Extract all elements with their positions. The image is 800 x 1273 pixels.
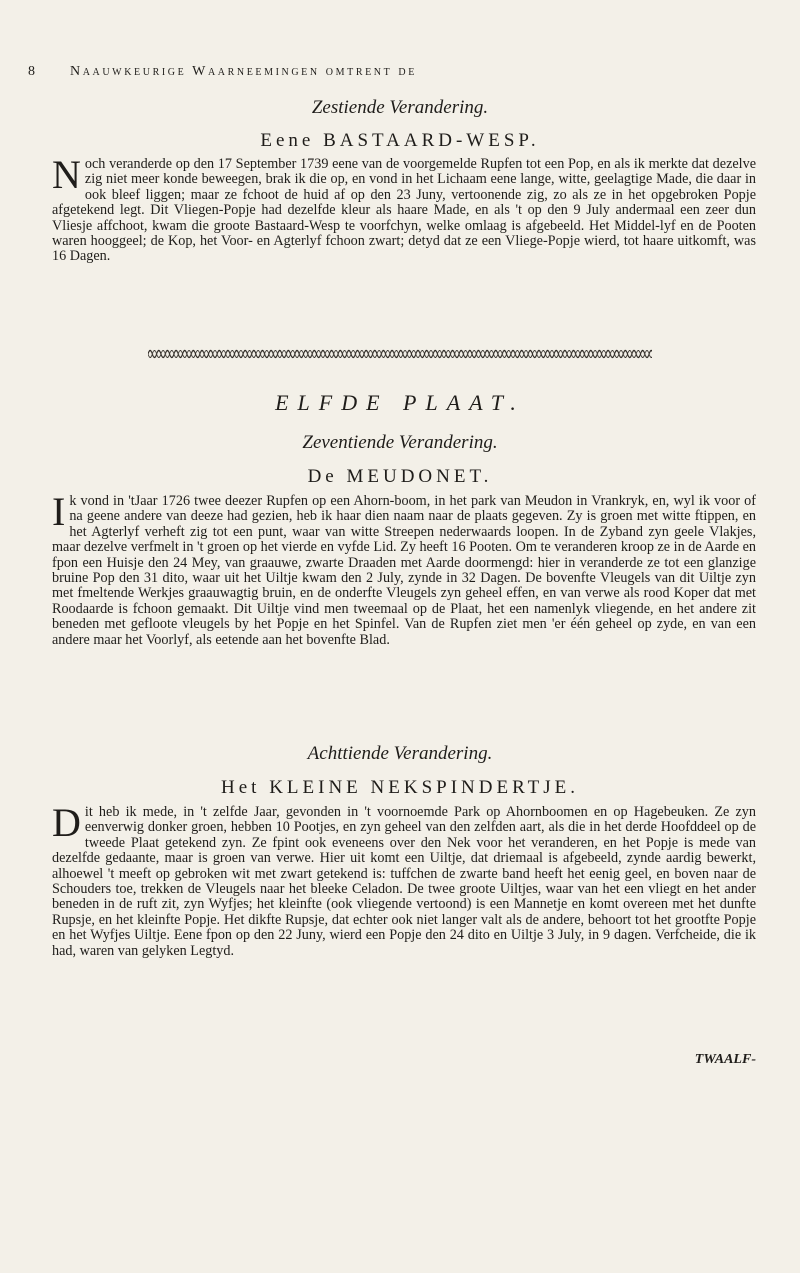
page-number: 8 xyxy=(28,64,35,79)
paragraph-16 xyxy=(52,152,756,265)
section-heading-18: Achttiende Verandering. xyxy=(307,743,493,764)
paragraph-text: it heb ik mede, in 't zelfde Jaar, gevonden in 't voornoemde Park op Ahornboomen en op Hagebeuken. Ze zyn eenverwig donker groen, hebben 10 Pootjes, en zyn geheel van den zelfden aart, als die in het derde Hoofddeel op de tweede Plaat getekend zyn. Ze fpint ook eveneens over den Nek voor het veranderen, en het Popje is mede van dezelfde gedaante, maar is groen van verwe. Hier uit komt een Uiltje, dat driemaal is afgebeeld, zynde aardig bewerkt, alhoewel 't meeft op gebroken wit met zwart getekend is: tuffchen de zwarte band heeft het eenig geel, en boven naar de Schouders toe, trekken de Vleugels naar het bleeke Celadon. De twee groote Uiltjes, waar van het een vliegt en het ander beneden in de ruft zit, zyn Wyfjes; het kleinfte (ook vliegende vertoond) is een Mannetje en komt overeen met het dunfte Rupsje, en het kleinfte Popje. Het dikfte Rupsje, dat echter ook niet langer valt als de andere, behoort tot het grootfte Popje en het Wyfjes Uiltje. Eene fpon op den 22 Juny, wierd een Popje den 24 dito en Uiltje 3 July, in 9 dagen. Verfcheide, die ik had, waren van gelyken Legtyd. xyxy=(52,804,756,959)
paragraph-text: och veranderde op den 17 September 1739 eene van de voorgemelde Rupfen tot een Pop, en als ik merkte dat dezelve zig niet meer konde beweegen, brak ik die op, en vond in het Lichaam eene lange, witte, geelagtige Made, die daar in ook bleef liggen; maar ze fchoot de huid af op den 23 Juny, vertoonende zig, zo als ze in het opgebroken Popje afgetekend legt. Dit Vliegen-Popje had dezelfde kleur als haare Made, en als 't op den 9 July andermaal een zeer dun Vliesje affchoot, kwam die groote Bastaard-Wesp te voorfchyn, welke omlaag is afgebeeld. Het Middel-lyf en de Pooten waren hooggeel; de Kop, het Voor- en Agterlyf fchoon zwart; detyd dat ze een Vliege-Popje wierd, tot haare uitkomft, was 16 Dagen. xyxy=(52,156,756,265)
paragraph-17 xyxy=(52,489,756,648)
paragraph-18 xyxy=(52,800,756,959)
dropcap: D xyxy=(52,800,81,845)
catchword: TWAALF- xyxy=(694,1052,756,1067)
ornament-rule xyxy=(148,346,652,362)
dropcap: I xyxy=(52,489,66,534)
section-subheading-16: Eene BASTAARD-WESP. xyxy=(260,130,540,151)
plate-title: ELFDE PLAAT. xyxy=(275,390,525,415)
paragraph-text: k vond in 'tJaar 1726 twee deezer Rupfen op een Ahorn-boom, in het park van Meudon in Vrankryk, en, wyl ik voor of na geene andere van deeze had gezien, heb ik haar dien naam naar de plaats gegeven. Zy is groen met witte ftippen, en het Agterlyf verheft zig tot een punt, waar van witte Streepen nederwaards loopen. In de Zyband zyn geele Vlakjes, maar dezelve verfmelt in 't groen op het vierde en vyfde Lid. Zy heeft 16 Pooten. Om te veranderen kroop ze in de Aarde en fpon een Huisje den 24 Mey, van graauwe, zwarte Draaden met Aarde doormengd: hier in veranderde ze tot een glanzige bruine Pop den 31 dito, waar uit het Uiltje kwam den 2 July, zynde in 32 Dagen. De bovenfte Vleugels van dit Uiltje zyn met fmeltende Werkjes graauwagtig bruin, en de onderfte Vleugels zyn geheel effen, en van verwe als rood Koper dat met Roodaarde is fchoon gemaakt. Dit Uiltje vind men tweemaal op de Plaat, het een namenlyk vliegende, en het andere zit beneden met gefloote vleugels by het Popje en het Spinfel. Van de Rupfen ziet men 'er één geheel op zyde, en van een andere maar het Voorlyf, als eetende aan het bovenfte Blad. xyxy=(52,493,756,648)
dropcap: N xyxy=(52,152,81,197)
section-heading-16: Zestiende Verandering. xyxy=(311,97,489,118)
section-subheading-18: Het KLEINE NEKSPINDERTJE. xyxy=(221,777,579,798)
running-head xyxy=(28,64,768,84)
section-heading-17: Zeventiende Verandering. xyxy=(302,432,498,453)
section-subheading-17: De MEUDONET. xyxy=(307,466,493,487)
running-title: Naauwkeurige Waarneemingen omtrent de xyxy=(70,64,417,79)
